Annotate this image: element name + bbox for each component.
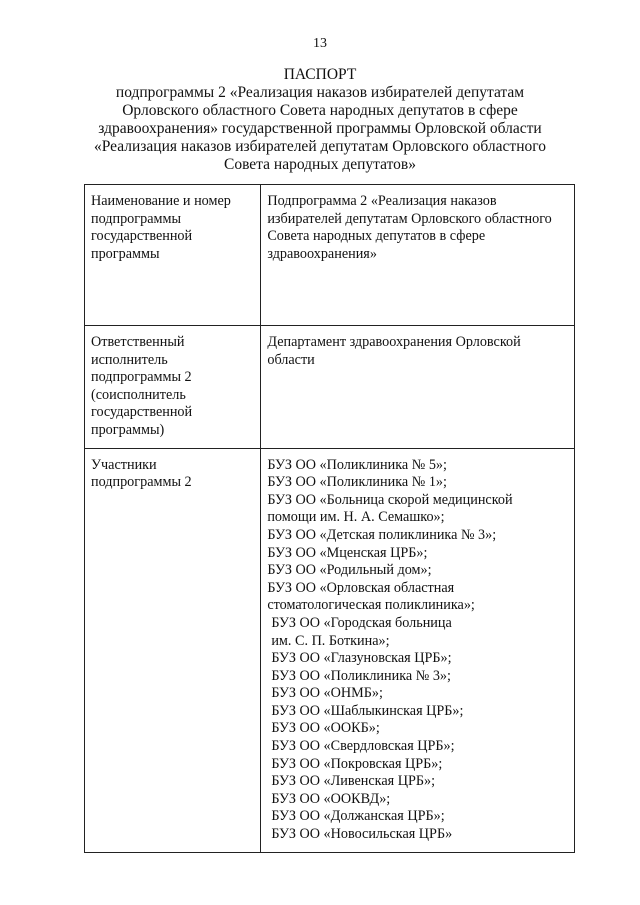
list-item: им. С. П. Боткина»; bbox=[271, 632, 390, 649]
list-item: БУЗ ОО «Поликлиника № 3»; bbox=[271, 667, 451, 684]
list-item: БУЗ ОО «Родильный дом»; bbox=[267, 562, 432, 579]
page-number: 13 bbox=[313, 36, 327, 51]
row-label-line: подпрограммы 2 bbox=[91, 474, 192, 491]
row-value-line: Подпрограмма 2 «Реализация наказов bbox=[267, 193, 497, 209]
list-item: помощи им. Н. А. Семашко»; bbox=[267, 509, 445, 526]
list-item: БУЗ ОО «ООКВД»; bbox=[271, 790, 391, 807]
list-item: БУЗ ОО «Поликлиника № 5»; bbox=[267, 456, 447, 473]
list-item: БУЗ ОО «Покровская ЦРБ»; bbox=[271, 755, 443, 772]
list-item: БУЗ ОО «Орловская областная bbox=[267, 579, 455, 596]
list-item: БУЗ ОО «Детская поликлиника № 3»; bbox=[267, 526, 497, 543]
row-label-line: (соисполнитель bbox=[91, 386, 186, 403]
row-label-line: программы bbox=[91, 245, 160, 262]
table-row bbox=[85, 185, 575, 326]
row-label-line: Участники bbox=[91, 456, 157, 473]
title-line: Совета народных депутатов» bbox=[223, 156, 416, 173]
list-item: БУЗ ОО «Шаблыкинская ЦРБ»; bbox=[271, 702, 464, 719]
row-label-line: исполнитель bbox=[91, 351, 168, 368]
list-item: БУЗ ОО «Должанская ЦРБ»; bbox=[271, 808, 445, 825]
row-label-cell bbox=[85, 185, 261, 326]
row-value-cell bbox=[261, 185, 575, 326]
row-value-line: Департамент здравоохранения Орловской bbox=[267, 334, 521, 350]
row-value-cell bbox=[261, 326, 575, 449]
title-line: Орловского областного Совета народных депутатов в сфере bbox=[122, 102, 518, 119]
title-main: ПАСПОРТ bbox=[283, 66, 357, 83]
title-line: подпрограммы 2 «Реализация наказов избирателей депутатам bbox=[115, 84, 525, 101]
row-value-line: избирателей депутатам Орловского областного bbox=[267, 210, 552, 227]
row-label-line: подпрограммы bbox=[91, 210, 181, 227]
list-item: БУЗ ОО «ООКБ»; bbox=[271, 720, 380, 737]
table-row bbox=[85, 326, 575, 449]
participants-list bbox=[261, 448, 575, 852]
list-item: стоматологическая поликлиника»; bbox=[267, 597, 475, 614]
list-item: БУЗ ОО «Глазуновская ЦРБ»; bbox=[271, 650, 452, 667]
list-item: БУЗ ОО «Больница скорой медицинской bbox=[267, 491, 513, 508]
list-item: БУЗ ОО «Новосильская ЦРБ» bbox=[271, 826, 453, 843]
list-item: БУЗ ОО «Свердловская ЦРБ»; bbox=[271, 738, 455, 755]
row-label-line: Наименование и номер bbox=[91, 193, 231, 209]
row-label-line: государственной bbox=[91, 404, 193, 421]
row-label-line: Ответственный bbox=[91, 334, 185, 350]
row-label-line: программы) bbox=[91, 421, 165, 438]
list-item: БУЗ ОО «ОНМБ»; bbox=[271, 685, 383, 702]
table-row bbox=[85, 448, 575, 852]
list-item: БУЗ ОО «Поликлиника № 1»; bbox=[267, 474, 447, 491]
row-label-line: подпрограммы 2 bbox=[91, 369, 192, 386]
document-title bbox=[90, 66, 550, 174]
row-value-line: области bbox=[267, 351, 315, 368]
row-label-line: государственной bbox=[91, 228, 193, 245]
title-line: здравоохранения» государственной программы Орловской области bbox=[98, 120, 542, 137]
row-value-line: Совета народных депутатов в сфере bbox=[267, 228, 486, 245]
passport-table bbox=[84, 184, 575, 853]
list-item: БУЗ ОО «Городская больница bbox=[271, 614, 452, 631]
row-value-line: здравоохранения» bbox=[267, 245, 377, 262]
row-label-cell bbox=[85, 326, 261, 449]
row-label-cell bbox=[85, 448, 261, 852]
list-item: БУЗ ОО «Ливенская ЦРБ»; bbox=[271, 773, 436, 790]
title-line: «Реализация наказов избирателей депутатам Орловского областного bbox=[94, 138, 546, 155]
list-item: БУЗ ОО «Мценская ЦРБ»; bbox=[267, 544, 428, 561]
